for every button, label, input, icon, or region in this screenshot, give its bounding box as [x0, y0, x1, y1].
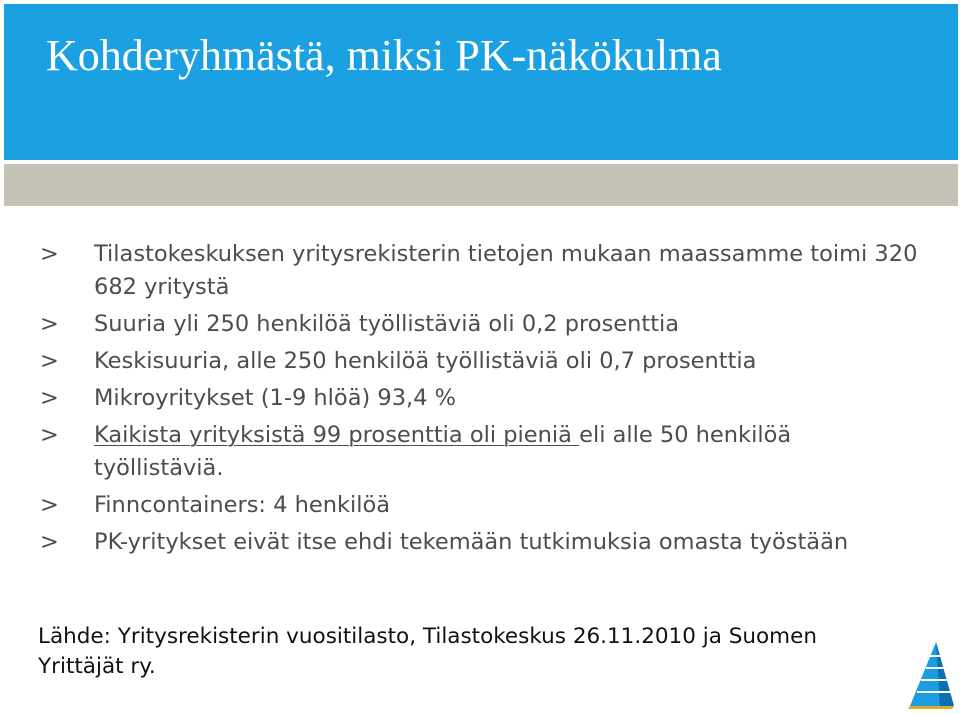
bullet-marker: >	[40, 422, 59, 448]
underlined-text: Kaikista yrityksistä 99 prosenttia oli pieniä	[94, 422, 580, 448]
bullet-marker: >	[40, 529, 59, 555]
bullet-marker: >	[40, 492, 59, 518]
source-note: Lähde: Yritysrekisterin vuositilasto, Tilastokeskus 26.11.2010 ja Suomen Yrittäjät ry.	[38, 624, 817, 679]
bullet-text: Mikroyritykset (1-9 hlöä) 93,4 %	[94, 385, 457, 411]
bullet-marker: >	[40, 241, 59, 267]
bullet-text: Suuria yli 250 henkilöä työllistäviä oli 0,2 prosenttia	[94, 311, 680, 337]
slide-title: Kohderyhmästä, miksi PK-näkökulma	[46, 31, 722, 80]
bullet-text: PK-yritykset eivät itse ehdi tekemään tutkimuksia omasta työstään	[94, 529, 849, 555]
sub-band	[4, 164, 958, 206]
bullet-item	[40, 238, 920, 304]
pyramid-logo-icon	[906, 640, 956, 710]
bullet-item	[40, 308, 920, 341]
bullet-text	[94, 419, 920, 485]
title-band	[4, 4, 958, 160]
bullet-item	[40, 526, 920, 559]
bullet-marker: >	[40, 311, 59, 337]
bullet-text: Finncontainers: 4 henkilöä	[94, 492, 391, 518]
bullet-item	[40, 382, 920, 415]
bullet-marker: >	[40, 385, 59, 411]
bullet-marker: >	[40, 348, 59, 374]
bullet-item	[40, 345, 920, 378]
bullet-item	[40, 489, 920, 522]
bullet-item	[40, 419, 920, 485]
bullet-text-rest: eli alle 50 henkilöä työllistäviä.	[94, 422, 792, 481]
bullet-list	[40, 238, 920, 563]
bullet-text: Keskisuuria, alle 250 henkilöä työllistäviä oli 0,7 prosenttia	[94, 348, 757, 374]
bullet-text: Tilastokeskuksen yritysrekisterin tietojen mukaan maassamme toimi 320 682 yritystä	[94, 241, 918, 300]
